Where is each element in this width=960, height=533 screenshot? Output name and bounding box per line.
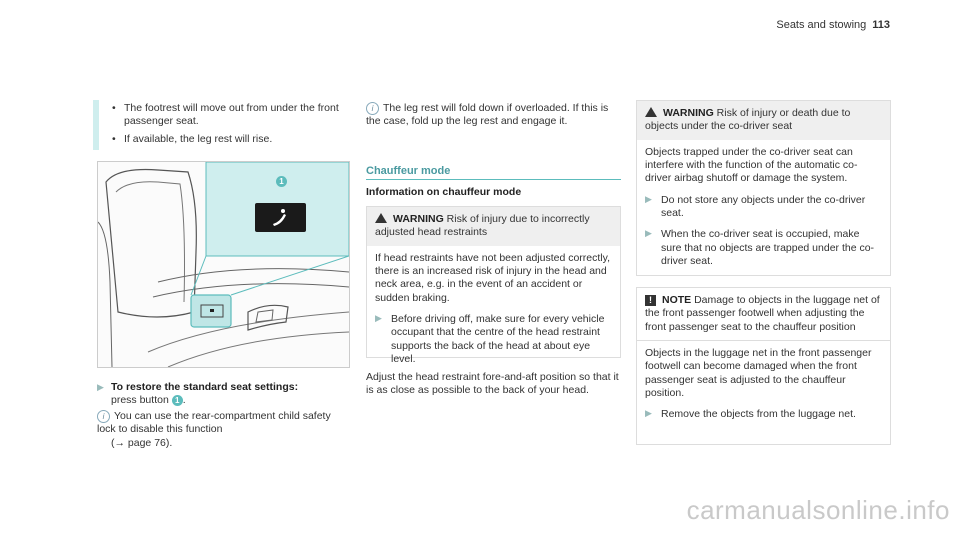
warning-icon — [375, 213, 387, 223]
warning-text: If head restraints have not been adjusted correctly, there is an increased risk of injury in the head and neck area, e.g. in the event of an accident or sudden braking. — [375, 251, 611, 304]
section-title: Chauffeur mode — [366, 165, 451, 177]
body-paragraph: Adjust the head restraint fore-and-aft position so that it is as close as possible to the back of your head. — [366, 371, 619, 397]
step-arrow-icon: ▶ — [97, 382, 104, 392]
callout-badge: 1 — [172, 395, 183, 406]
info-note — [97, 410, 342, 450]
info-note — [366, 102, 611, 129]
warning-label: WARNING — [663, 107, 714, 119]
step-text: Before driving off, make sure for every vehicle occupant that the centre of the head restraint supports the back of the head at about eye level. — [391, 312, 605, 365]
step-text: Remove the objects from the luggage net. — [661, 408, 856, 421]
subsection-title: Information on chauffeur mode — [366, 186, 522, 198]
step-arrow-icon: ▶ — [375, 312, 382, 323]
door-panel-illustration — [98, 162, 349, 367]
result-list — [110, 102, 350, 150]
section-name: Seats and stowing — [776, 19, 867, 31]
warning-step — [375, 313, 612, 366]
info-text: The leg rest will fold down if overloaded. If this is the case, fold up the leg rest and engage it. — [366, 102, 609, 128]
page-number: 113 — [872, 19, 890, 31]
note-text: Objects in the luggage net in the front passenger footwell can become damaged when the front passenger seat is adjusted to the chauffeur position. — [645, 346, 872, 399]
warning-box — [366, 206, 621, 365]
info-text: You can use the rear-compartment child safety lock to disable this function — [97, 410, 331, 436]
exclamation-icon: ! — [645, 295, 656, 306]
section-divider — [366, 179, 621, 180]
warning-title: Risk of injury due to incorrectly adjusted head restraints — [375, 213, 590, 239]
warning-title: Risk of injury or death due to objects under the co-driver seat — [645, 107, 851, 133]
step-arrow-icon: ▶ — [645, 193, 652, 204]
warning-text: Objects trapped under the co-driver seat can interfere with the function of the automatic co-driver airbag shutoff or damage the system. — [645, 145, 858, 185]
page-reference: (→ page 76). — [111, 436, 173, 449]
step-title: To restore the standard seat settings: — [111, 381, 299, 393]
warning-step — [645, 194, 882, 221]
warning-label: WARNING — [393, 213, 444, 225]
info-icon: i — [97, 410, 110, 423]
note-label: NOTE — [662, 294, 692, 306]
step-text: Do not store any objects under the co-driver seat. — [661, 193, 866, 219]
restore-step: ▶ To restore the standard seat settings: press button 1 . — [97, 381, 299, 407]
warning-header — [637, 101, 890, 140]
warning-step — [645, 228, 882, 268]
seat-button-figure — [97, 161, 350, 368]
note-body — [637, 341, 890, 428]
page-header — [776, 19, 890, 33]
step-arrow-icon: ▶ — [645, 408, 652, 419]
note-step — [645, 408, 882, 421]
warning-header — [367, 207, 620, 246]
continuation-bar — [93, 100, 99, 150]
warning-body — [637, 140, 890, 275]
info-icon: i — [366, 102, 379, 115]
step-text: When the co-driver seat is occupied, make sure that no objects are trapped under the co-driver seat. — [661, 228, 875, 267]
callout-badge: 1 — [276, 176, 287, 187]
watermark: carmanualsonline.info — [686, 494, 950, 525]
step-arrow-icon: ▶ — [645, 228, 652, 239]
warning-body — [367, 246, 620, 373]
list-item: • The footrest will move out from under the front passenger seat. — [110, 102, 350, 129]
list-item: • If available, the leg rest will rise. — [110, 133, 350, 146]
step-text: press button — [111, 394, 169, 407]
warning-icon — [645, 107, 657, 117]
note-title: Damage to objects in the luggage net of the front passenger footwell when adjusting the front passenger seat to the chauffeur position — [645, 294, 880, 333]
note-box — [636, 287, 891, 445]
note-header — [637, 288, 890, 340]
warning-box — [636, 100, 891, 276]
